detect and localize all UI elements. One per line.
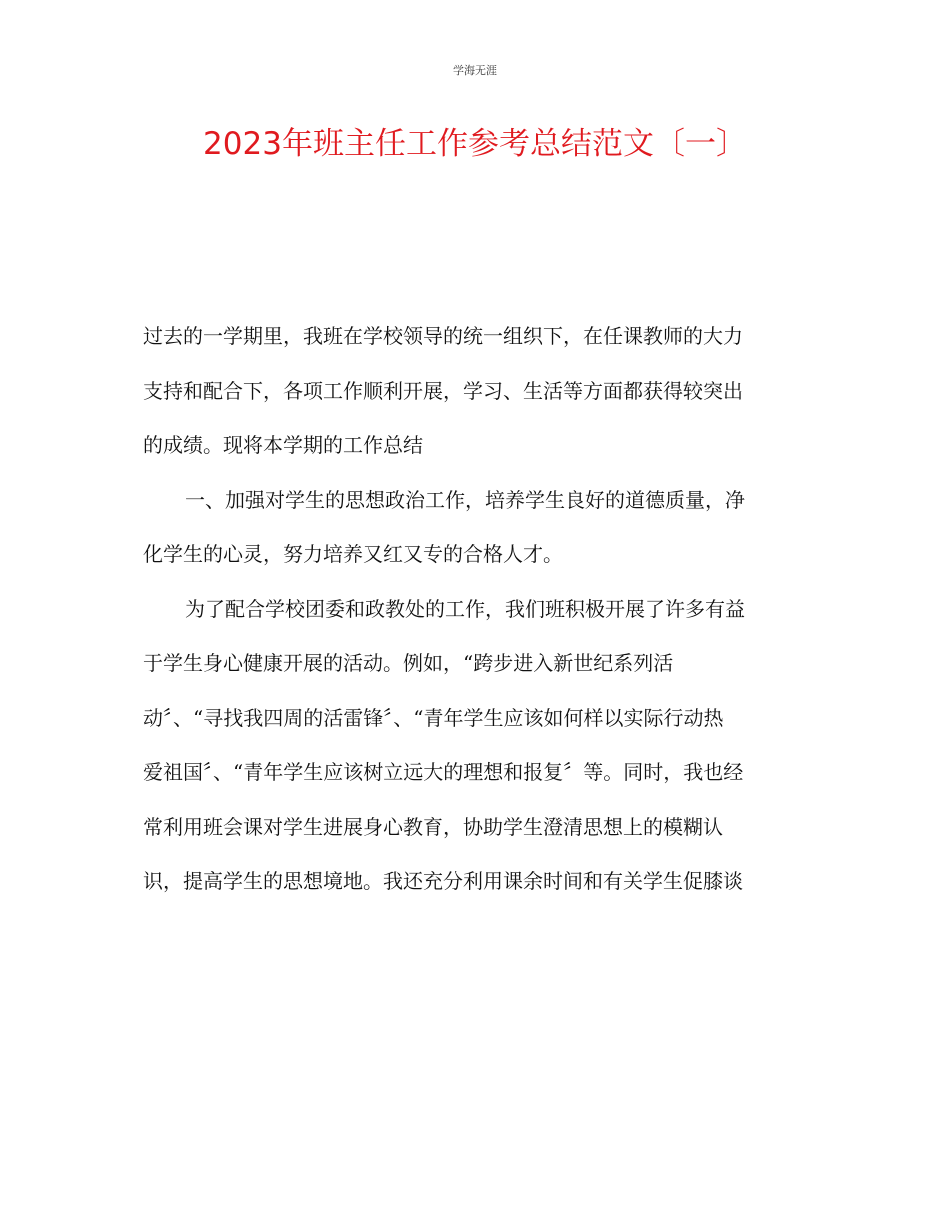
document-body: [143, 316, 823, 916]
body-line: 化学生的心灵，努力培养又红又专的合格人才。: [143, 542, 563, 566]
document-title: 2023年班主任工作参考总结范文〔一〕: [203, 126, 747, 162]
page-header: 学海无涯: [453, 64, 497, 77]
body-line: 支持和配合下，各项工作顺利开展，学习、生活等方面都获得较突出: [143, 378, 743, 403]
body-line: 爱祖国〞、“青年学生应该树立远大的理想和报复〞等。同时，我也经: [143, 760, 744, 784]
body-line: 于学生身心健康开展的活动。例如，“跨步进入新世纪系列活: [143, 651, 674, 675]
body-line: 一、加强对学生的思想政治工作，培养学生良好的道德质量，净: [185, 487, 745, 512]
body-line: 过去的一学期里，我班在学校领导的统一组织下，在任课教师的大力: [143, 324, 743, 348]
body-line: 为了配合学校团委和政教处的工作，我们班积极开展了许多有益: [185, 596, 745, 621]
body-line: 识，提高学生的思想境地。我还充分利用课余时间和有关学生促膝谈: [143, 869, 743, 893]
body-line: 常利用班会课对学生进展身心教育，协助学生澄清思想上的模糊认: [143, 814, 723, 839]
body-line: 动〞、“寻找我四周的活雷锋〞、“青年学生应该如何样以实际行动热: [143, 705, 724, 730]
body-line: 的成绩。现将本学期的工作总结: [143, 433, 423, 457]
